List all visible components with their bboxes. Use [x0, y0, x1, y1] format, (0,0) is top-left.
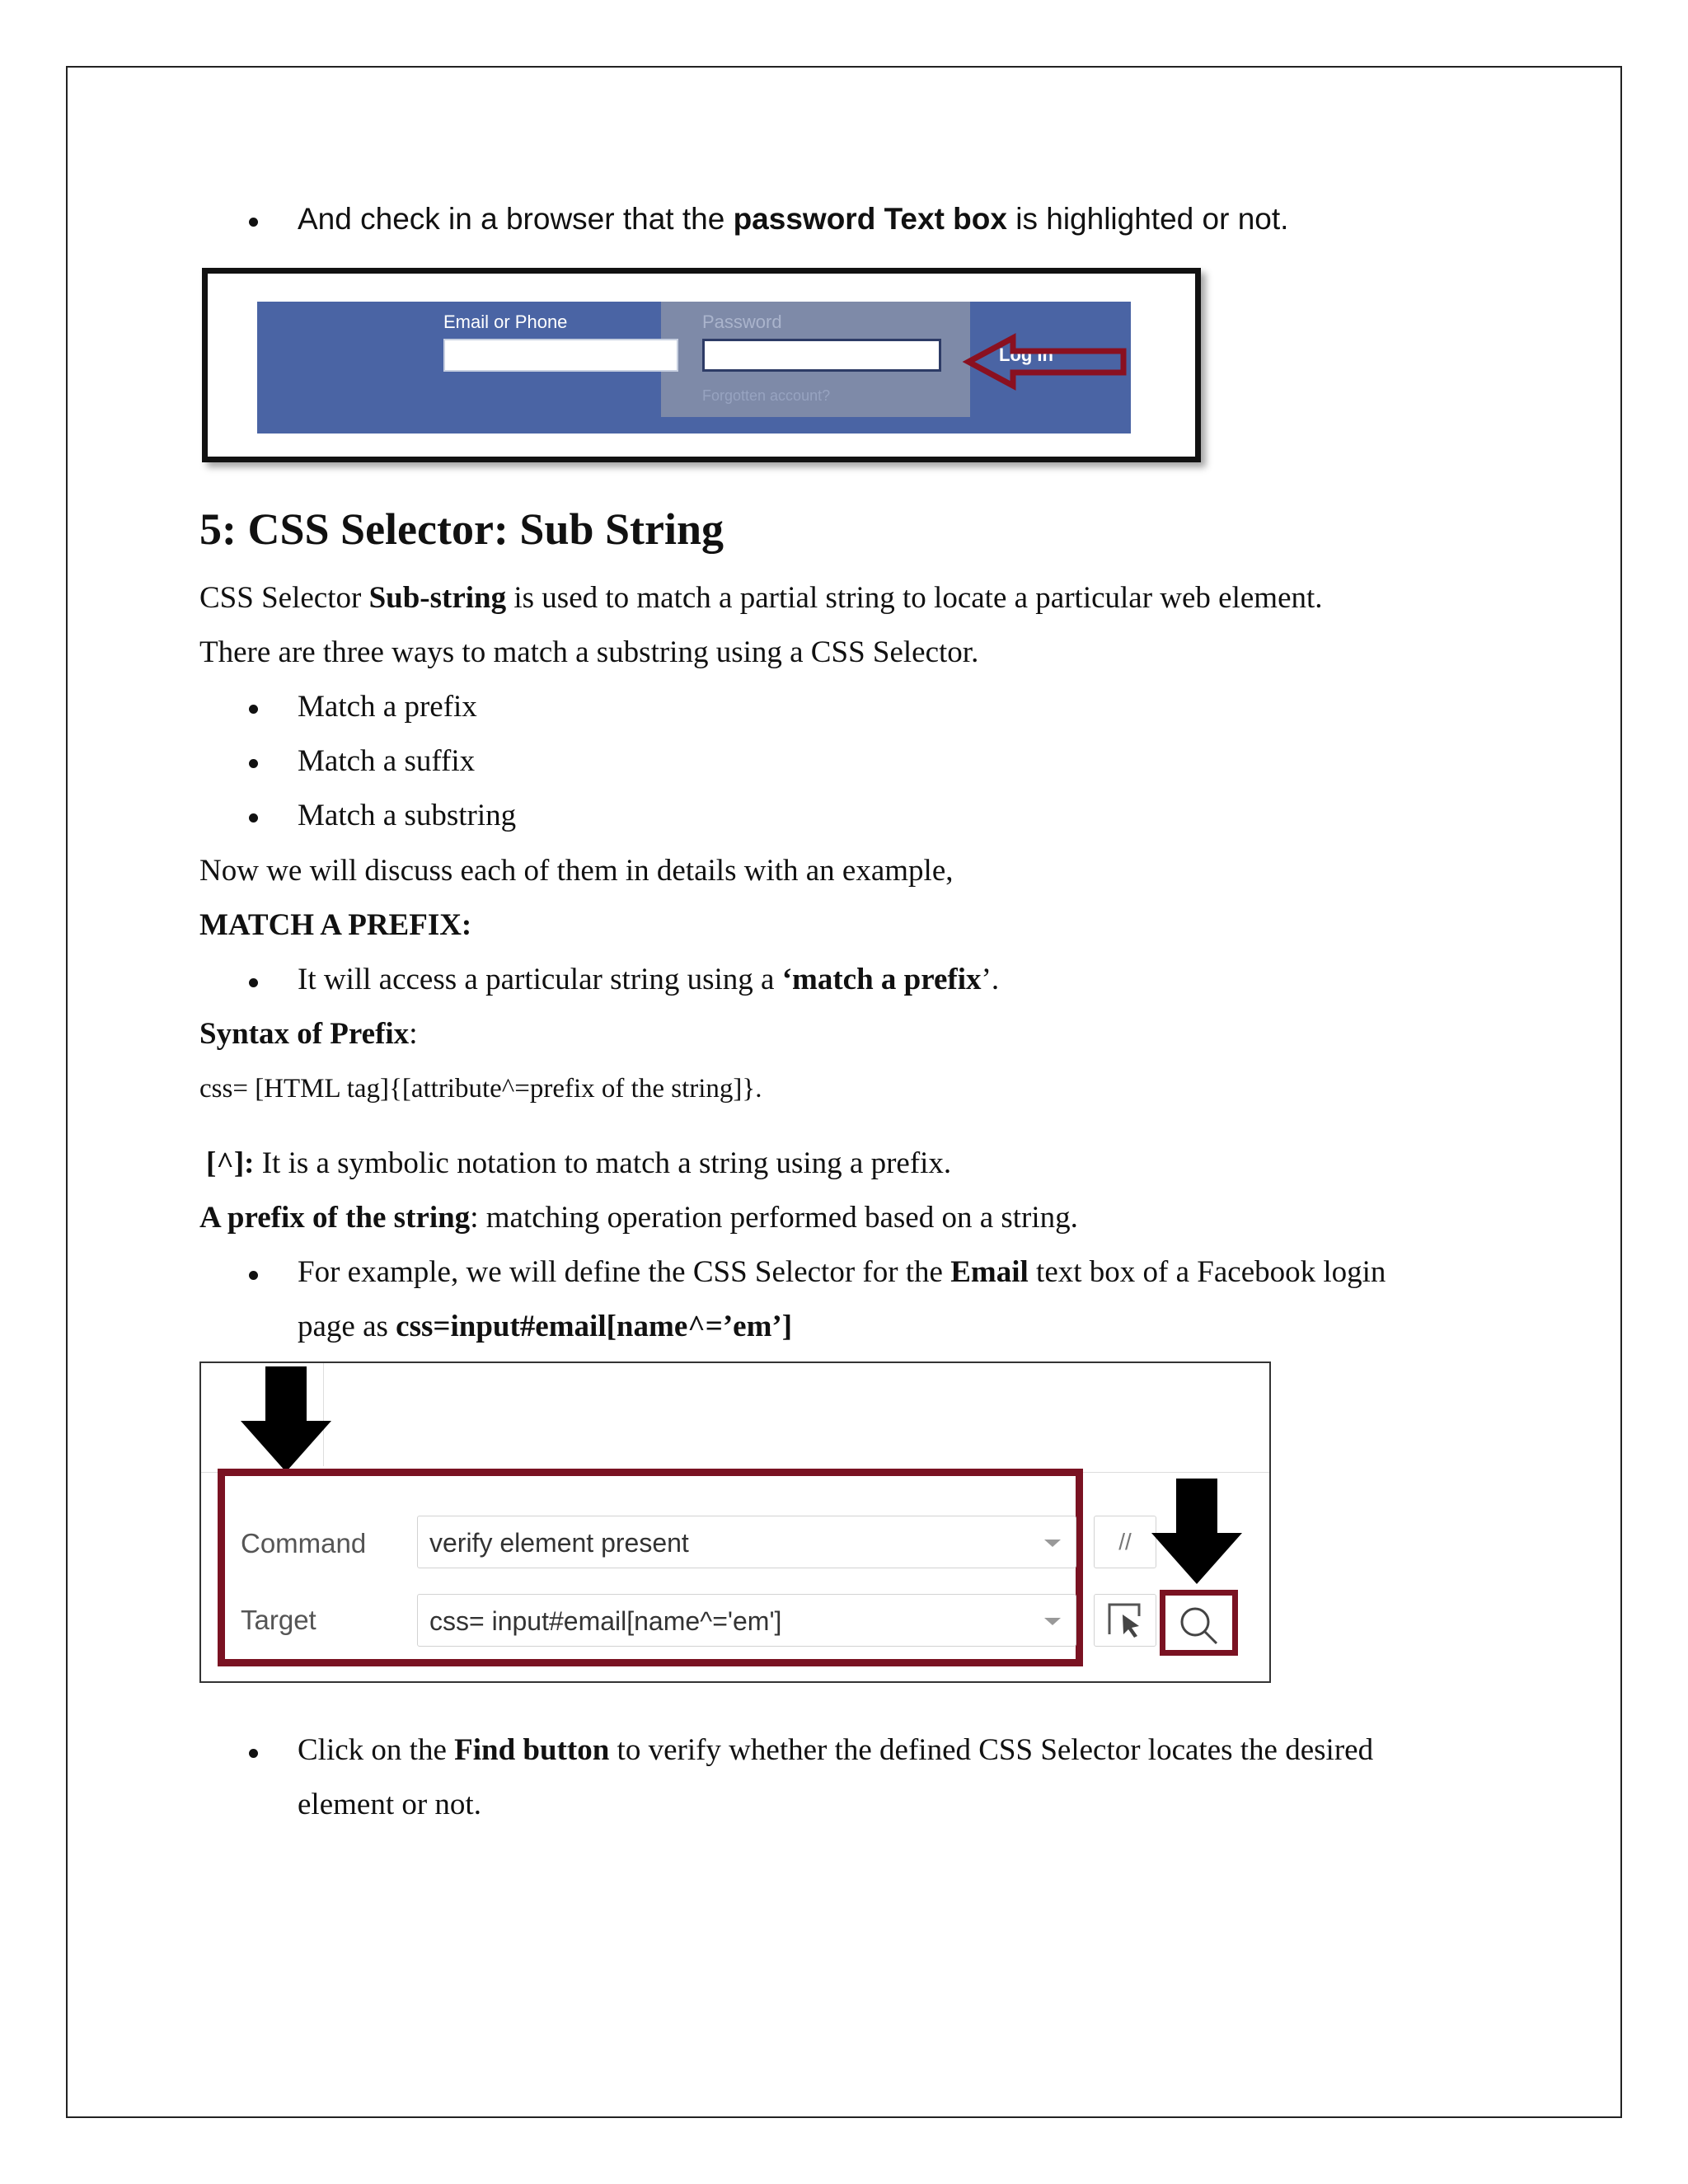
bullet [249, 218, 258, 227]
password-label: Password [702, 312, 782, 332]
paragraph-substring-intro [199, 580, 1323, 616]
select-element-icon [1106, 1601, 1144, 1639]
chevron-down-icon [1044, 1540, 1061, 1547]
comment-button-label: // [1118, 1529, 1132, 1554]
para1-suffix: is used to match a partial string to locate a particular web element. [506, 581, 1323, 615]
para1-prefix: CSS Selector [199, 581, 369, 615]
bullet [249, 759, 258, 768]
closing-line-1 [298, 1732, 1373, 1769]
bullet [249, 705, 258, 714]
list-item-suffix: Match a suffix [298, 744, 476, 778]
intro-text-bold: password Text box [733, 202, 1007, 236]
closing-line-2: element or not. [298, 1788, 481, 1821]
target-field [417, 1594, 1076, 1647]
email-input [443, 339, 678, 372]
match-prefix-suffix: ’. [981, 963, 1000, 996]
forgotten-account-link: Forgotten account? [702, 387, 831, 404]
intro-text-prefix: And check in a browser that the [298, 202, 734, 236]
example-line-1 [298, 1254, 1386, 1291]
bullet [249, 978, 258, 987]
notation-bold: [^]: [206, 1146, 255, 1180]
prefix-definition-bold: A prefix of the string [199, 1201, 471, 1235]
down-arrow-icon [238, 1366, 334, 1475]
notation-line [206, 1146, 951, 1182]
syntax-code: css= [HTML tag]{[attribute^=prefix of the string]}. [199, 1074, 762, 1104]
notation-text: It is a symbolic notation to match a string using a prefix. [254, 1146, 952, 1180]
down-arrow-icon [1149, 1479, 1245, 1587]
intro-text-suffix: is highlighted or not. [1006, 202, 1289, 236]
example-line2-prefix: page as [298, 1310, 396, 1343]
bullet [249, 1749, 258, 1758]
command-value: verify element present [429, 1528, 689, 1558]
match-prefix-bullet-text [298, 962, 999, 998]
syntax-label [199, 1016, 417, 1052]
intro-bullet-text [298, 201, 1288, 237]
closing-bold: Find button [454, 1733, 610, 1767]
paragraph-three-ways: There are three ways to match a substring using a CSS Selector. [199, 635, 979, 669]
closing-suffix: to verify whether the defined CSS Selector locates the desired [609, 1733, 1374, 1767]
syntax-label-bold: Syntax of Prefix [199, 1017, 410, 1051]
ide-screenshot [199, 1361, 1271, 1683]
select-target-button [1094, 1594, 1156, 1647]
login-screenshot [202, 268, 1201, 462]
find-button [1160, 1590, 1238, 1656]
match-prefix-text: It will access a particular string using a [298, 963, 782, 996]
subheading-match-prefix: MATCH A PREFIX: [199, 908, 472, 942]
example-line2-bold: css=input#email[name^=’em’] [396, 1310, 793, 1343]
example-line1-prefix: For example, we will define the CSS Selector for the [298, 1255, 951, 1289]
chevron-down-icon [1044, 1618, 1061, 1625]
closing-prefix: Click on the [298, 1733, 455, 1767]
match-prefix-bold: ‘match a prefix [781, 963, 982, 996]
bullet [249, 1271, 258, 1280]
command-label: Command [241, 1528, 367, 1558]
red-arrow-icon [962, 333, 1127, 391]
target-label: Target [241, 1605, 316, 1635]
email-label: Email or Phone [443, 312, 568, 332]
login-button-label: Log In [999, 344, 1053, 365]
target-value: css= input#email[name^='em'] [429, 1606, 782, 1636]
list-item-substring: Match a substring [298, 799, 517, 832]
prefix-definition-line [199, 1200, 1078, 1236]
password-input [702, 339, 941, 372]
section-heading: 5: CSS Selector: Sub String [199, 504, 724, 554]
example-line1-suffix: text box of a Facebook login [1028, 1255, 1386, 1289]
search-icon [1175, 1602, 1221, 1648]
prefix-definition-text: : matching operation performed based on a string. [470, 1201, 1078, 1235]
bullet [249, 813, 258, 823]
syntax-colon: : [409, 1017, 418, 1051]
para1-bold: Sub-string [368, 581, 507, 615]
example-line-2 [298, 1309, 792, 1345]
example-line1-bold: Email [950, 1255, 1029, 1289]
facebook-header-bar [257, 302, 1131, 434]
command-field [417, 1516, 1076, 1568]
list-item-prefix: Match a prefix [298, 690, 477, 724]
comment-button [1094, 1516, 1156, 1568]
paragraph-discuss: Now we will discuss each of them in details with an example, [199, 854, 954, 888]
